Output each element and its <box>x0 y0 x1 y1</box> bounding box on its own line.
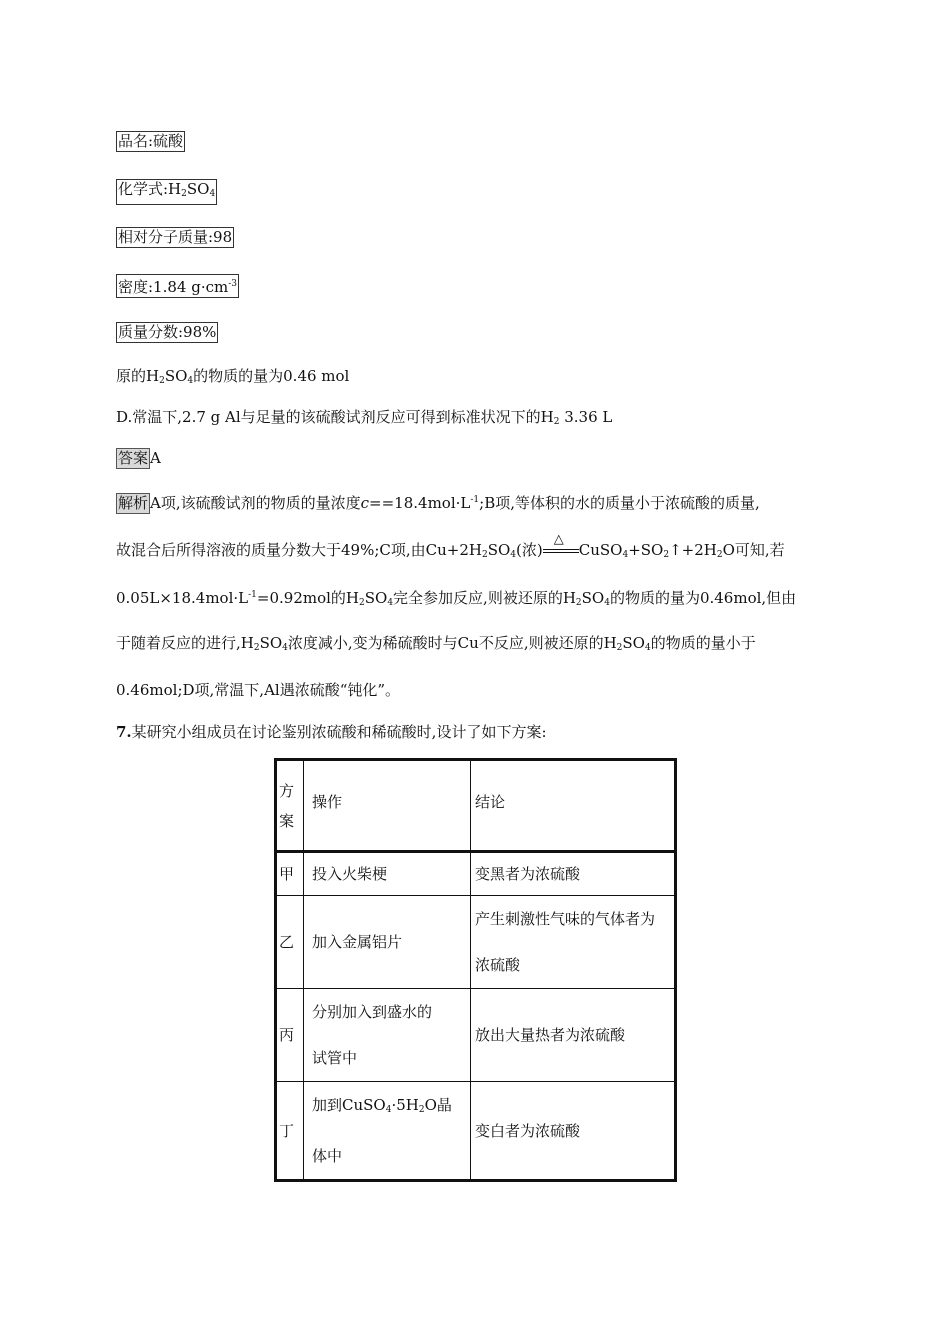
question-number: 7. <box>116 723 132 741</box>
label-density: 密度:1.84 $g\cdot cm^{-3}$ <box>116 274 239 298</box>
row-scheme: 乙 <box>276 896 304 989</box>
label-mr: 相对分子质量:98 <box>118 228 233 246</box>
row-conclusion: 变黑者为浓硫酸 <box>471 852 676 896</box>
row-operation: 投入火柴梗 <box>304 852 471 896</box>
analysis-line-4: 于随着反应的进行$,H_2SO_4$浓度减小,变为稀硫酸时与Cu不反应,则被还原的$H_2SO_4$的物质的量小于 <box>116 634 756 653</box>
row-conclusion: 变白者为浓硫酸 <box>471 1082 676 1181</box>
table-row <box>276 896 676 989</box>
row-operation: 分别加入到盛水的 试管中 <box>304 989 471 1082</box>
table-row <box>276 1082 676 1181</box>
header-conclusion: 结论 <box>471 760 676 852</box>
header-scheme: 方 案 <box>276 760 304 852</box>
header-operation: 操作 <box>304 760 471 852</box>
answer-line <box>116 448 161 469</box>
row-scheme: 甲 <box>276 852 304 896</box>
label-name: 品名:硫酸 <box>118 132 184 150</box>
table-row <box>276 852 676 896</box>
label-mass-fraction: 质量分数:98% <box>118 323 217 341</box>
analysis-tag: 解析 <box>118 494 149 512</box>
table-row <box>276 989 676 1082</box>
question-7 <box>116 722 547 742</box>
question-text: 某研究小组成员在讨论鉴别浓硫酸和稀硫酸时,设计了如下方案: <box>131 723 547 741</box>
table-header-row <box>276 760 676 852</box>
option-d: D.常温下,2.7 g Al与足量的该硫酸试剂反应可得到标准状况下的$H_2$ 3.36 L <box>116 408 613 427</box>
option-c-tail: 原的$H_2SO_4$的物质的量为0.46 mol <box>116 367 350 386</box>
answer-value: A <box>150 449 161 467</box>
analysis-line-1: 解析 A项,该硫酸试剂的物质的量浓度$c==18.4mol\cdot L^{-1};B$项,等体积的水的质量小于浓硫酸的质量, <box>118 494 760 512</box>
row-operation: 加到$CuSO_4\cdot 5H_2O$晶 体中 <box>304 1082 471 1181</box>
row-conclusion: 放出大量热者为浓硫酸 <box>471 989 676 1082</box>
row-scheme: 丙 <box>276 989 304 1082</box>
heat-arrow-icon: △ <box>543 543 579 559</box>
label-formula: 化学式$:H_2SO_4$ <box>116 179 217 205</box>
scheme-table <box>274 758 677 1182</box>
analysis-line-5: 0.46mol;D项,常温下,Al遇浓硫酸“钝化”。 <box>116 681 401 699</box>
analysis-line-2: 故混合后所得溶液的质量分数大于49%;C项,由$Cu+2H_2SO_4$(浓) △ $CuSO_4+SO_2↑+2H_2O$可知,若 <box>116 532 785 560</box>
analysis-line-3: $0.05L\times 18.4mol\cdot L^{-1}=0.92mol$的$H_2SO_4$完全参加反应,则被还原的$H_2SO_4$的物质的量为0.46mol,但由 <box>116 589 797 608</box>
answer-tag: 答案 <box>118 449 149 467</box>
row-scheme: 丁 <box>276 1082 304 1181</box>
row-conclusion: 产生刺激性气味的气体者为 浓硫酸 <box>471 896 676 989</box>
row-operation: 加入金属铝片 <box>304 896 471 989</box>
